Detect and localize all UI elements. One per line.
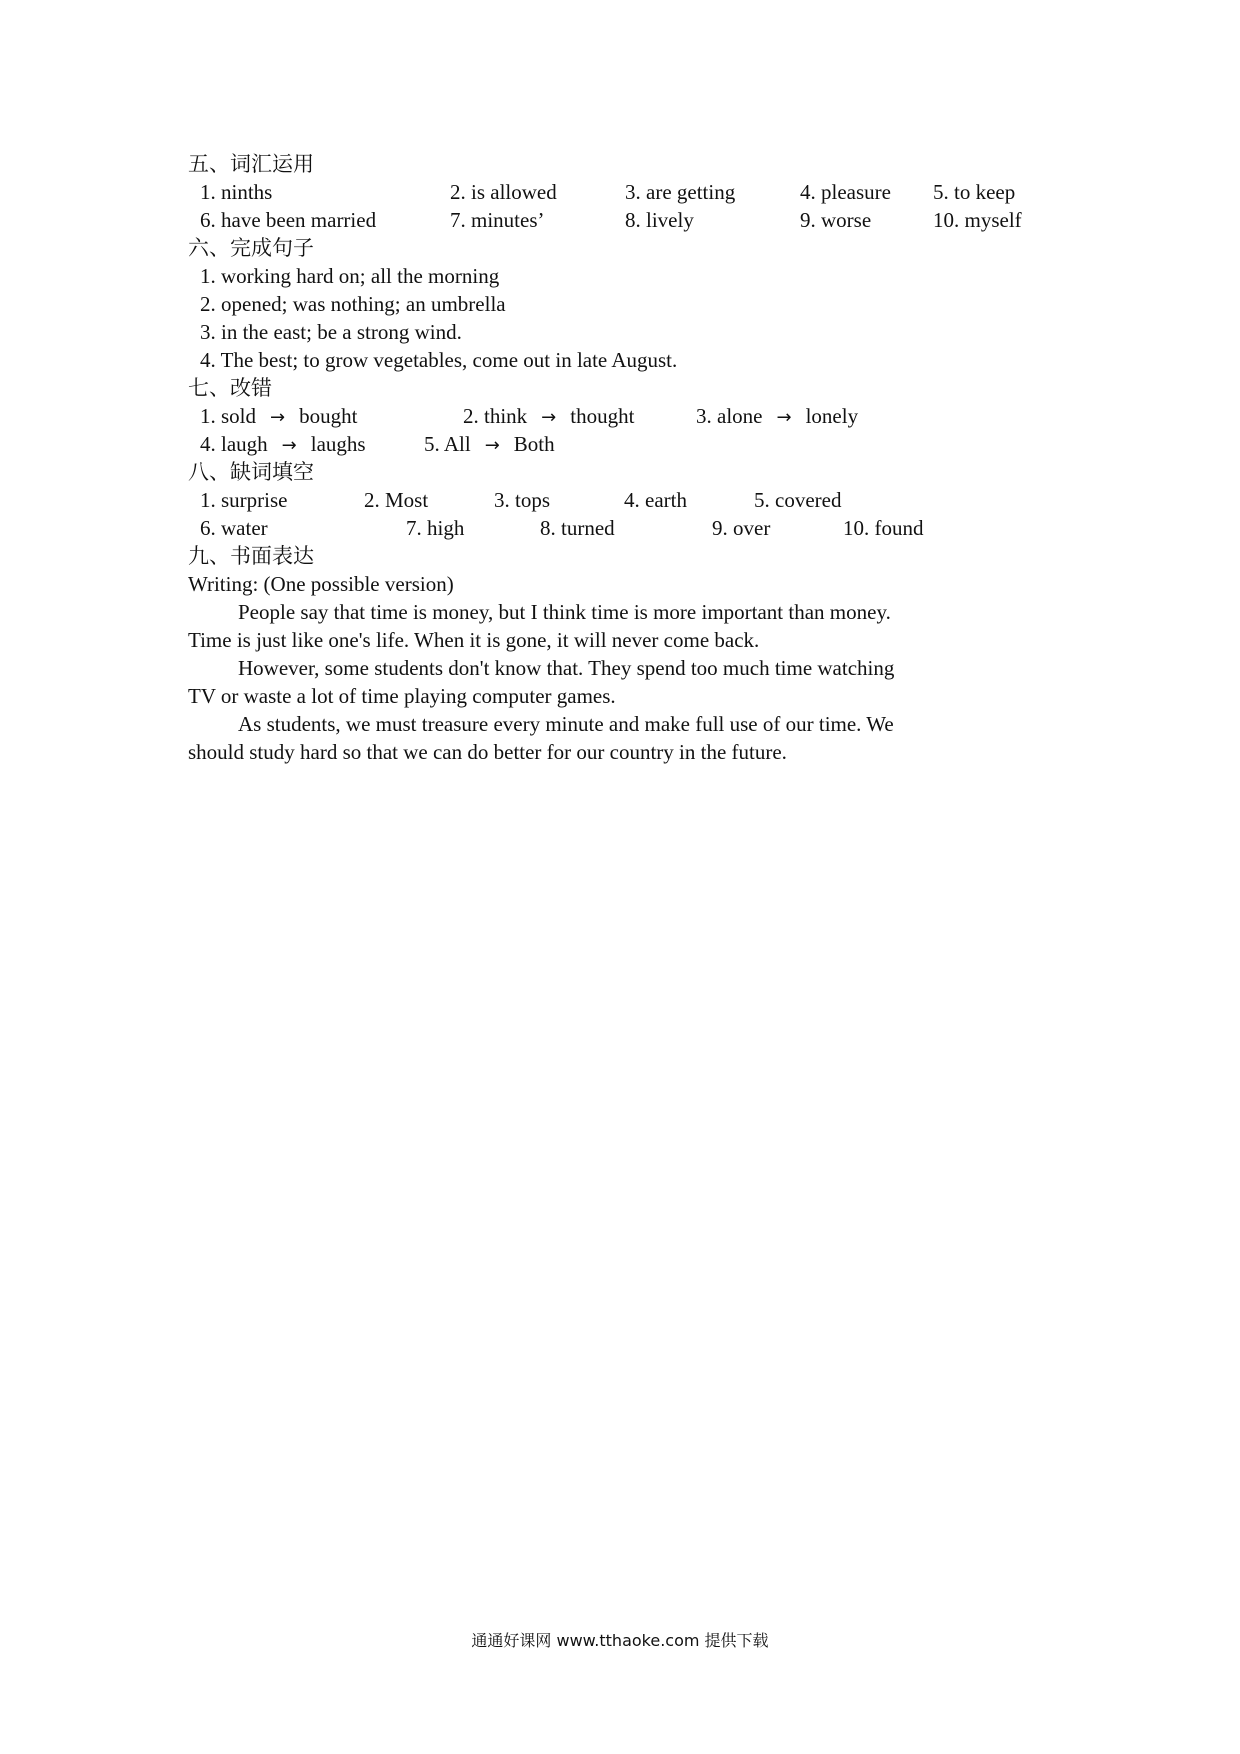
answer-key (188, 150, 1068, 766)
paragraph-line: However, some students don't know that. They spend too much time watching (238, 656, 895, 680)
correction-to: laughs (310, 432, 366, 456)
section-5-heading: 五、词汇运用 (188, 152, 314, 176)
correction-from: 2. think (463, 404, 528, 428)
correction-from: 1. sold (200, 404, 257, 428)
answer-item: 3. are getting (625, 180, 736, 204)
answer-item: 1. ninths (200, 180, 273, 204)
cloze-item: 6. water (200, 516, 268, 540)
writing-paragraph (188, 654, 1068, 710)
section-5-row-1 (188, 178, 1068, 206)
arrow-right-icon: → (281, 435, 297, 456)
cloze-item: 3. tops (494, 488, 551, 512)
answer-item: 5. to keep (933, 180, 1016, 204)
cloze-item: 2. Most (364, 488, 429, 512)
answer-item: 7. minutes’ (450, 208, 545, 232)
cloze-item: 10. found (843, 516, 924, 540)
correction-to: thought (570, 404, 635, 428)
answer-item: 6. have been married (200, 208, 377, 232)
sentence-item: 4. The best; to grow vegetables, come out in late August. (200, 348, 678, 372)
section-5-row-2 (188, 206, 1068, 234)
section-8-row-1 (188, 486, 1068, 514)
sentence-item: 1. working hard on; all the morning (200, 264, 500, 288)
section-6-heading: 六、完成句子 (188, 236, 314, 260)
writing-paragraph (188, 710, 1068, 766)
correction-item (424, 430, 555, 460)
answer-item: 8. lively (625, 208, 694, 232)
cloze-item: 9. over (712, 516, 771, 540)
arrow-right-icon: → (776, 407, 792, 428)
answer-item: 10. myself (933, 208, 1022, 232)
correction-from: 5. All (424, 432, 471, 456)
correction-item (463, 402, 634, 432)
correction-item (200, 430, 366, 460)
correction-to: Both (513, 432, 555, 456)
paragraph-line: People say that time is money, but I think time is more important than money. (238, 600, 891, 624)
correction-from: 4. laugh (200, 432, 268, 456)
paragraph-line: should study hard so that we can do better for our country in the future. (188, 740, 787, 764)
correction-item (200, 402, 357, 432)
correction-item (696, 402, 858, 432)
correction-to: bought (299, 404, 358, 428)
arrow-right-icon: → (541, 407, 557, 428)
section-8-heading: 八、缺词填空 (188, 460, 314, 484)
writing-intro: Writing: (One possible version) (188, 572, 454, 596)
cloze-item: 8. turned (540, 516, 615, 540)
writing-paragraph (188, 598, 1068, 654)
cloze-item: 4. earth (624, 488, 687, 512)
correction-to: lonely (805, 404, 859, 428)
sentence-item: 3. in the east; be a strong wind. (200, 320, 462, 344)
answer-item: 9. worse (800, 208, 872, 232)
answer-item: 2. is allowed (450, 180, 557, 204)
section-7-row-2 (188, 430, 1068, 458)
paragraph-line: As students, we must treasure every minute and make full use of our time. We (238, 712, 894, 736)
paragraph-line: Time is just like one's life. When it is gone, it will never come back. (188, 628, 760, 652)
page-footer: 通通好课网 www.tthaoke.com 提供下载 (471, 1631, 769, 1650)
correction-from: 3. alone (696, 404, 763, 428)
cloze-item: 1. surprise (200, 488, 288, 512)
section-7-row-1 (188, 402, 1068, 430)
arrow-right-icon: → (484, 435, 500, 456)
section-7-heading: 七、改错 (188, 376, 272, 400)
section-9-heading: 九、书面表达 (188, 544, 314, 568)
arrow-right-icon: → (270, 407, 286, 428)
paragraph-line: TV or waste a lot of time playing computer games. (188, 684, 616, 708)
cloze-item: 5. covered (754, 488, 842, 512)
answer-item: 4. pleasure (800, 180, 891, 204)
sentence-item: 2. opened; was nothing; an umbrella (200, 292, 506, 316)
section-8-row-2 (188, 514, 1068, 542)
cloze-item: 7. high (406, 516, 465, 540)
